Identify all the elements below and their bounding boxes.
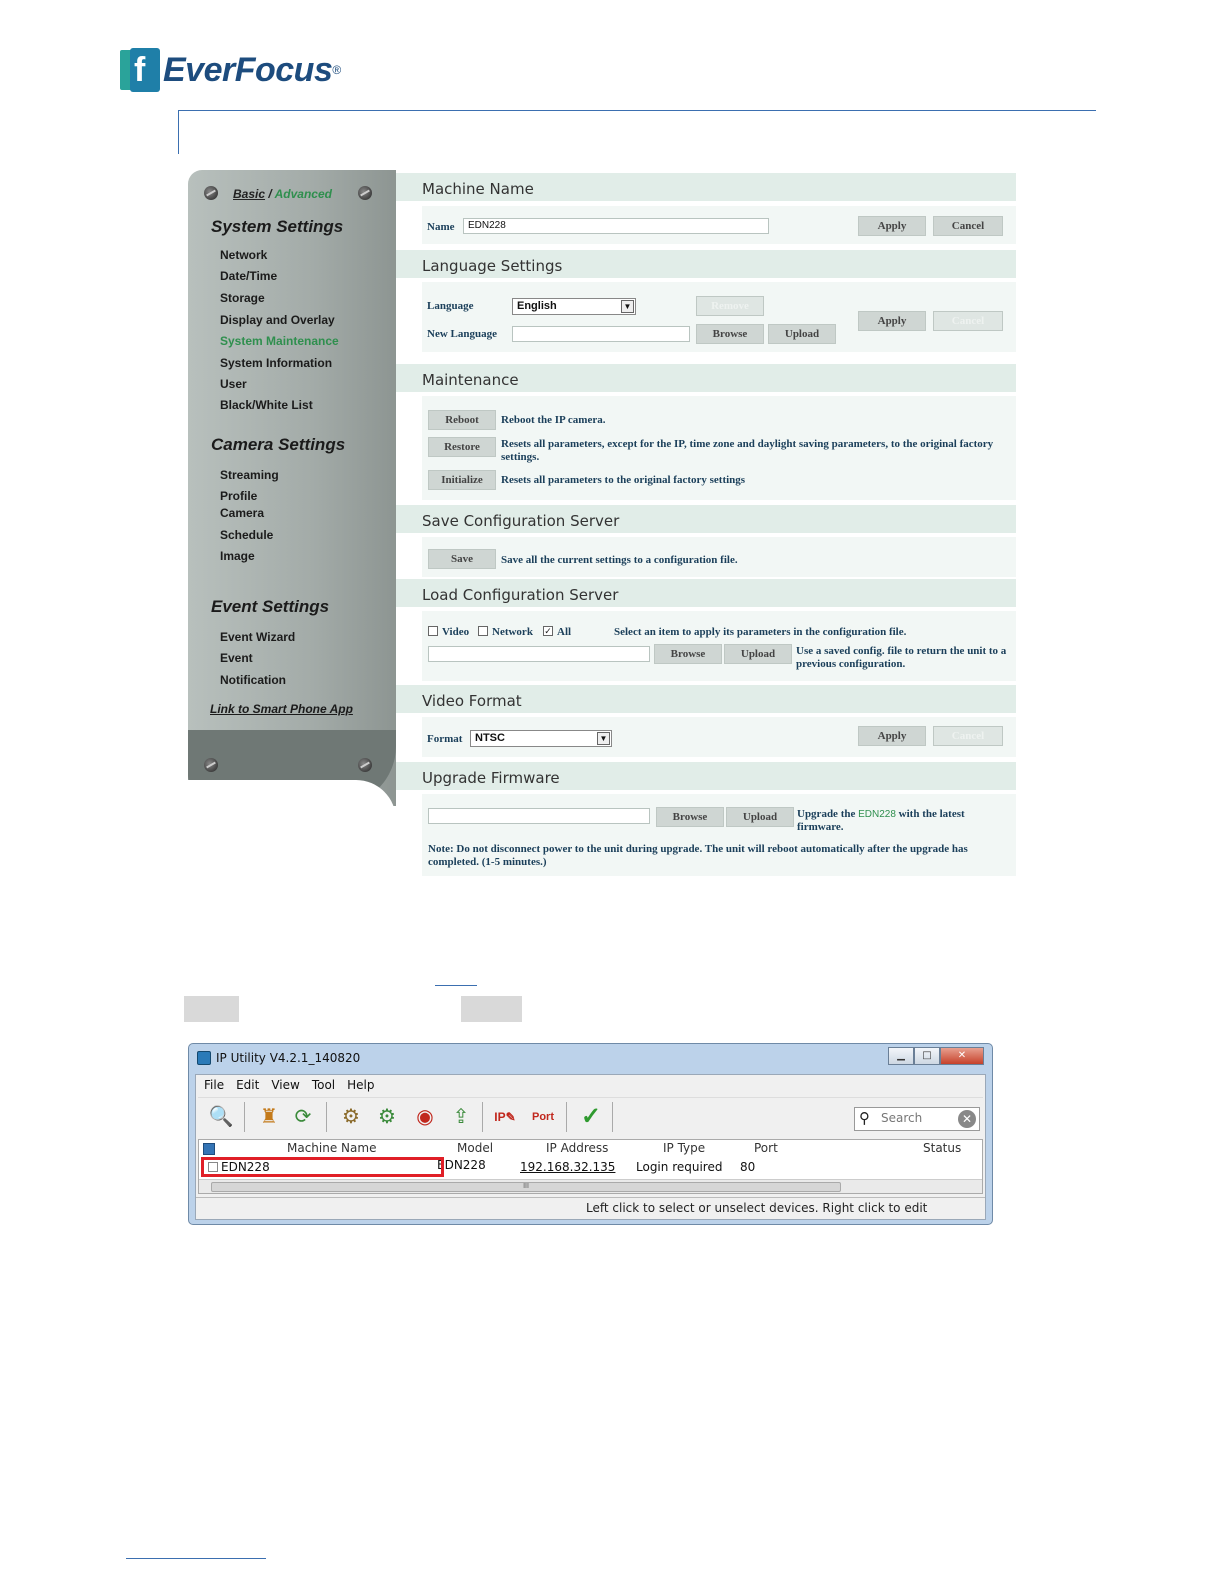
screw-icon [204,758,218,772]
mode-switch [233,187,332,201]
sidebar-item-camera[interactable]: Camera [220,506,265,520]
system-settings-heading: System Settings [211,217,344,236]
video-checkbox[interactable] [428,626,438,636]
firmware-upgrade-suffix: with the latest firmware. [797,808,965,833]
upgrade-firmware-header: Upgrade Firmware [396,762,1016,790]
firmware-upgrade-description [797,808,1012,834]
window-title: IP Utility V4.2.1_140820 [216,1051,361,1065]
close-icon[interactable]: ✕ [940,1047,984,1065]
highlight-block [184,996,239,1022]
sidebar-item-system-maintenance[interactable]: System Maintenance [220,334,339,348]
new-language-label: New Language [427,328,497,340]
dropdown-arrow-icon: ▼ [621,300,634,313]
firmware-note: Note: Do not disconnect power to the unit during upgrade. The unit will reboot automatically after the upgrade has completed. (1-5 minutes.) [428,843,968,868]
refresh-browser-icon[interactable]: ⟳ [294,1106,312,1128]
row-ip-type: Login required [636,1160,723,1174]
network-checkbox[interactable] [478,626,488,636]
initialize-button[interactable]: Initialize [428,470,496,490]
column-header-model[interactable]: Model [457,1141,494,1155]
screw-icon [358,758,372,772]
mode-separator: / [265,187,275,201]
firmware-model-name: EDN228 [858,809,896,820]
ip-utility-window [188,1043,993,1225]
save-config-description: Save all the current settings to a configuration file. [501,554,738,566]
save-config-button[interactable]: Save [428,549,496,569]
device-table [198,1139,983,1194]
save-config-header: Save Configuration Server [396,505,1016,533]
video-format-section [422,717,1016,757]
restore-button[interactable]: Restore [428,437,496,457]
toolbar [198,1097,983,1137]
sidebar-item-system-information[interactable]: System Information [220,356,333,370]
initialize-description: Resets all parameters to the original factory settings [501,474,746,486]
search-placeholder: Search [881,1111,923,1125]
language-settings-header: Language Settings [396,250,1016,278]
everfocus-logo [120,48,341,92]
link-underline [435,985,477,986]
sidebar-curve [188,780,396,876]
header-rule [178,110,1096,111]
language-cancel-button[interactable]: Cancel [933,311,1003,331]
load-config-upload-button[interactable]: Upload [724,644,792,664]
load-config-section [422,611,1016,681]
header-rule-vertical [178,110,179,154]
all-checkbox[interactable]: ✓ [544,626,552,636]
sidebar-item-black-white-list[interactable]: Black/White List [220,398,313,412]
firmware-file-input[interactable] [428,808,650,824]
machine-name-cancel-button[interactable]: Cancel [933,216,1003,236]
save-config-section [422,537,1016,577]
maintenance-section [422,396,1016,500]
ip-utility-body [195,1074,986,1220]
camera-settings-heading: Camera Settings [211,435,346,454]
video-format-apply-button[interactable]: Apply [858,726,926,746]
sidebar-item-schedule[interactable]: Schedule [220,528,274,542]
video-format-selected-value: NTSC [475,732,505,744]
batch-settings-icon[interactable]: ⚙ [378,1106,396,1128]
basic-link[interactable]: Basic [233,187,266,201]
video-checkbox-label: Video [442,626,470,638]
language-upload-button[interactable]: Upload [768,324,836,344]
video-format-select[interactable] [470,730,612,747]
row-machine-name[interactable]: EDN228 [221,1160,270,1174]
language-label: Language [427,300,474,312]
dropdown-arrow-icon: ▼ [597,732,610,745]
restore-description: Resets all parameters, except for the IP, time zone and daylight saving parameters, to the original factory settings. [501,438,994,463]
load-config-header: Load Configuration Server [396,579,1016,607]
event-settings-heading: Event Settings [211,597,330,616]
scrollbar-thumb[interactable]: III [211,1182,841,1192]
video-format-cancel-button[interactable]: Cancel [933,726,1003,746]
all-checkbox-label: All [557,626,572,638]
settings-content [396,170,1016,876]
machine-name-header: Machine Name [396,173,1016,201]
everfocus-logo-icon: f [120,48,160,92]
machine-name-section [422,206,1016,244]
firmware-browse-button[interactable]: Browse [656,807,724,827]
brand-name: EverFocus [163,50,333,89]
sidebar-item-event[interactable]: Event [220,651,253,665]
column-header-port[interactable]: Port [754,1141,778,1155]
menu-tool[interactable]: Tool [311,1078,336,1092]
search-input[interactable] [854,1107,980,1131]
clear-search-icon[interactable]: ✕ [958,1110,976,1128]
sidebar-item-storage[interactable]: Storage [220,291,265,305]
menu-file[interactable]: File [204,1078,225,1092]
footer-rule [126,1558,266,1559]
language-remove-button[interactable]: Remove [696,296,764,316]
menu-view[interactable]: View [271,1078,300,1092]
new-language-input[interactable] [512,326,690,342]
device-settings-icon[interactable]: ⚙ [342,1106,360,1128]
screw-icon [358,186,372,200]
sidebar-item-network[interactable]: Network [220,248,268,262]
sidebar-item-user[interactable]: User [220,377,247,391]
checkmark-icon[interactable]: ✓ [580,1103,602,1130]
screw-icon [204,186,218,200]
row-ip-address-link[interactable]: 192.168.32.135 [520,1160,616,1174]
name-label: Name [427,221,455,233]
ip-utility-titlebar [197,1051,360,1065]
column-header-status[interactable]: Status [923,1141,962,1155]
search-icon: ⚲ [859,1109,870,1127]
config-file-input[interactable] [428,646,650,662]
login-key-icon[interactable]: ♜ [260,1106,278,1128]
edit-port-icon[interactable]: Port [532,1111,554,1123]
menu-edit[interactable]: Edit [236,1078,260,1092]
sidebar-item-event-wizard[interactable]: Event Wizard [220,630,296,644]
load-config-use-description: Use a saved config. file to return the unit to a previous configuration. [796,645,1007,670]
firmware-upgrade-prefix: Upgrade the [797,808,856,820]
machine-name-apply-button[interactable]: Apply [858,216,926,236]
camera-settings-screenshot [188,170,1016,876]
row-model: EDN228 [437,1158,486,1172]
sidebar-item-streaming[interactable]: Streaming [220,468,279,482]
smart-phone-app-link[interactable]: Link to Smart Phone App [210,702,353,716]
reboot-description: Reboot the IP camera. [501,414,606,426]
column-header-ip-type[interactable]: IP Type [663,1141,706,1155]
horizontal-scrollbar[interactable] [199,1179,982,1193]
window-controls [888,1047,984,1065]
status-bar: Left click to select or unselect devices. Right click to edit [196,1197,985,1219]
machine-name-input[interactable]: EDN228 [463,218,769,234]
maximize-icon[interactable]: □ [914,1047,940,1065]
load-config-select-description: Select an item to apply its parameters in the configuration file. [614,626,907,638]
select-all-checkbox[interactable] [203,1143,215,1155]
sidebar-item-profile[interactable]: Profile [220,489,258,503]
highlight-box [201,1157,444,1177]
row-port: 80 [740,1160,756,1174]
highlight-block [461,996,522,1022]
reboot-button[interactable]: Reboot [428,410,496,430]
language-selected-value: English [517,300,557,312]
upgrade-icon[interactable]: ⇪ [452,1106,470,1128]
sidebar-item-date-time[interactable]: Date/Time [220,269,278,283]
language-select[interactable] [512,298,636,315]
sidebar-item-image[interactable]: Image [220,549,255,563]
camera-icon[interactable]: ◉ [416,1106,434,1128]
advanced-link[interactable]: Advanced [274,187,332,201]
language-section [422,282,1016,352]
network-checkbox-label: Network [492,626,533,638]
video-format-header: Video Format [396,685,1016,713]
maintenance-header: Maintenance [396,364,1016,392]
firmware-upload-button[interactable]: Upload [726,807,794,827]
load-config-browse-button[interactable]: Browse [654,644,722,664]
language-browse-button[interactable]: Browse [696,324,764,344]
language-apply-button[interactable]: Apply [858,311,926,331]
registered-mark: ® [332,63,342,77]
column-header-machine-name[interactable]: Machine Name [287,1141,377,1155]
sidebar-item-notification[interactable]: Notification [220,673,286,687]
menu-help[interactable]: Help [347,1078,375,1092]
format-label: Format [427,733,463,745]
sidebar-item-display-overlay[interactable]: Display and Overlay [220,313,335,327]
menu-bar [196,1075,985,1095]
minimize-icon[interactable]: ▁ [888,1047,914,1065]
search-devices-icon[interactable]: 🔍 [208,1106,234,1128]
edit-ip-icon[interactable]: IP✎ [494,1110,516,1124]
column-header-ip-address[interactable]: IP Address [546,1141,609,1155]
ip-utility-app-icon [197,1051,211,1065]
upgrade-firmware-section [422,794,1016,876]
